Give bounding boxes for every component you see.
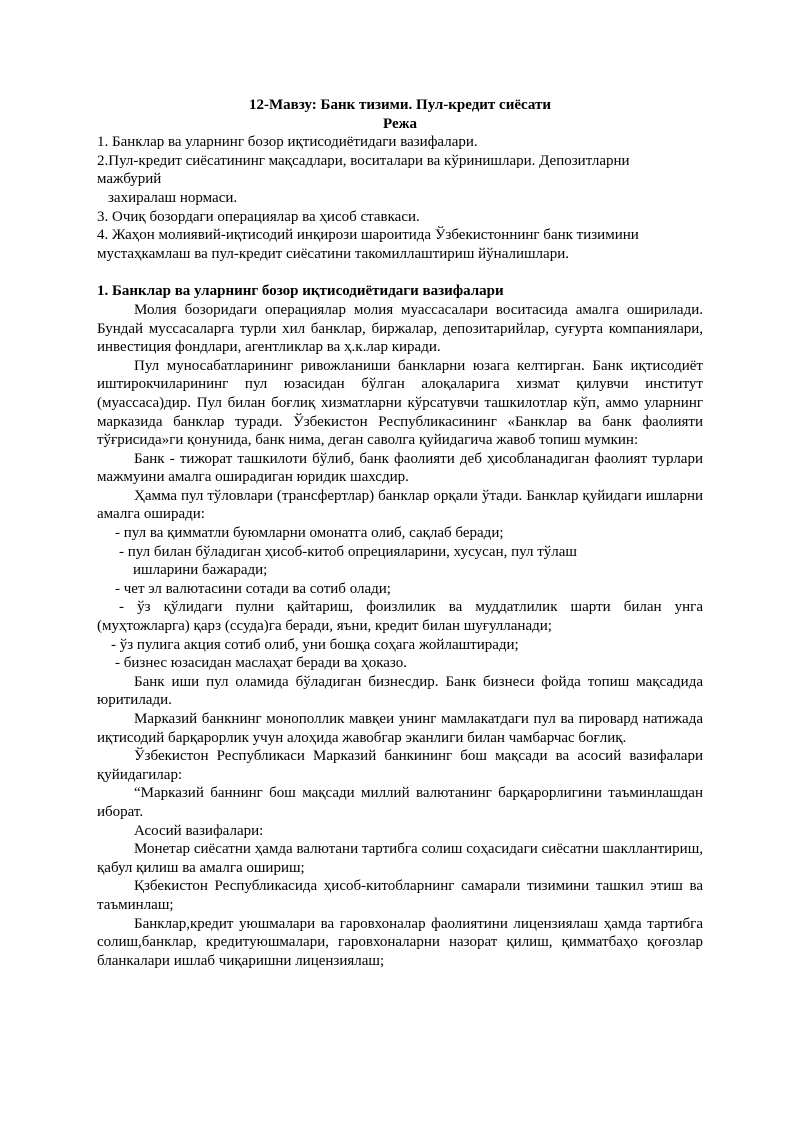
plan-item: мажбурий [97,171,162,188]
list-item: ишларини бажаради; [133,562,268,579]
paragraph: Банк иши пул оламида бўладиган бизнесдир. Банк бизнеси фойда топиш мақсадида юритилади. [97,673,703,709]
list-item [97,598,703,635]
plan-item: захиралаш нормаси. [108,189,238,206]
document-page [97,96,703,970]
paragraph: “Марказий баннинг бош мақсади миллий валютанинг барқарорлигини таъминлашдан иборат. [97,785,703,820]
section-heading: 1. Банклар ва уларнинг бозор иқтисодиётидаги вазифалари [97,283,504,300]
document-title: 12-Мавзу: Банк тизими. Пул-кредит сиёсати [249,97,551,113]
list-item: - бизнес юзасидан маслаҳат беради ва ҳоказо. [115,655,408,672]
paragraph: Ўзбекистон Республикаси Марказий банкининг бош мақсади ва асосий вазифалари қуйидагилар: [97,748,703,783]
list-item: - чет эл валютасини сотади ва сотиб олади; [115,580,391,597]
paragraph: Қзбекистон Республикасида ҳисоб-китобларнинг самарали тизимини ташкил этиш ва таъминлаш; [97,878,703,913]
paragraph: Монетар сиёсатни ҳамда валютани тартибга солиш соҳасидаги сиёсатни шакллантириш, қабул қилиш ва амалга ошириш; [97,841,703,876]
paragraph: Банк - тижорат ташкилоти бўлиб, банк фаолияти деб ҳисобланадиган фаолият турлари мажмуини амалга оширадиган юридик шахсдир. [97,450,703,486]
paragraph: Банклар,кредит уюшмалари ва гаровхоналар фаолиятини лицензиялаш ҳамда тартибга солиш,банклар, кредитуюшмалари, гаровхоналарни назорат қилиш, қимматбаҳо қоғозлар бланкалари ишлаб чиқаришни лицензиялаш; [97,915,703,969]
paragraph: Асосий вазифалари: [134,822,264,839]
plan-item: 2.Пул-кредит сиёсатининг мақсадлари, воситалари ва кўринишлари. Депозитларни [97,152,630,169]
paragraph: Ҳамма пул тўловлари (трансфертлар) банклар орқали ўтади. Банклар қуйидаги ишларни амалга оширади: [97,487,703,523]
paragraph: Пул муносабатларининг ривожланиши банкларни юзага келтирган. Банк иқтисодиёт иштирокчиларининг пул юзасидан бўлган алоқаларига хизмат қилувчи институт (муассаса)дир. Пул билан боғлиқ хизматларни кўрсатувчи ташкилотлар кўп, аммо уларнинг марказида банклар туради. Ўзбекистон Республикасининг «Банклар ва банк фаолияти тўғрисида»ги қонунида, банк нима, деган саволга қуйидагича жавоб топиш мумкин: [97,357,703,449]
spacer [97,263,703,282]
plan-item: мустаҳкамлаш ва пул-кредит сиёсатини такомиллаштириш йўналишлари. [97,245,569,262]
paragraph: Марказий банкнинг монополлик мавқеи унинг мамлакатдаги пул ва пировард натижада иқтисодий барқарорлик учун алоҳида жавобгар эканлиги билан чамбарчас боғлиқ. [97,711,703,746]
plan-label: Режа [383,115,417,132]
list-item-text: - ўз қўлидаги пулни қайтариш, фоизлилик ва муддатлилик шарти билан унга (муҳтожларга) қарз (ссуда)га беради, яъни, кредит билан шуғулланади; [97,599,703,635]
list-item: - ўз пулига акция сотиб олиб, уни бошқа соҳага жойлаштиради; [111,636,519,653]
list-item: - пул билан бўладиган ҳисоб-китоб опрецияларини, хусусан, пул тўлаш [119,543,577,560]
plan-item: 3. Очиқ бозордаги операциялар ва ҳисоб ставкаси. [97,208,420,225]
plan-item: 1. Банклар ва уларнинг бозор иқтисодиётидаги вазифалари. [97,134,478,151]
list-item: - пул ва қимматли буюмларни омонатга олиб, сақлаб беради; [115,525,504,542]
plan-item: 4. Жаҳон молиявий-иқтисодий инқирози шароитида Ўзбекистоннинг банк тизимини [97,227,639,244]
paragraph: Молия бозоридаги операциялар молия муассасалари воситасида амалга оширилади. Бундай муссасаларга турли хил банклар, биржалар, депозитарийлар, суғурта компаниялари, инвестиция фондлари, агентликлар ва ҳ.к.лар киради. [97,301,703,356]
